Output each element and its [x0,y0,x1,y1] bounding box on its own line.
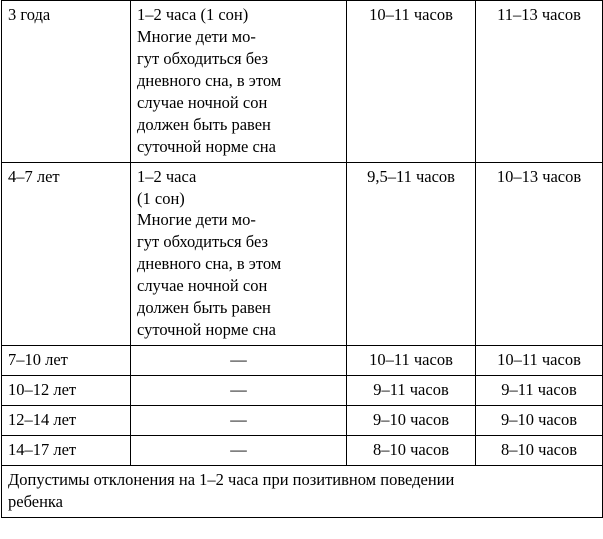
day-sleep-line: 1–2 часа [137,166,197,186]
day-sleep-line: суточной норме сна [137,136,276,156]
cell-night-sleep: 8–10 часов [347,435,476,465]
cell-age: 4–7 лет [2,162,131,346]
cell-total-sleep: 10–11 часов [476,346,603,376]
day-sleep-line: дневного сна, в этом [137,70,282,90]
cell-age: 12–14 лет [2,405,131,435]
cell-total-sleep: 10–13 часов [476,162,603,346]
table-row [2,405,603,435]
cell-total-sleep: 9–10 часов [476,405,603,435]
age-sleep-table [1,0,603,518]
day-sleep-line: Многие дети мо- [137,210,256,230]
cell-night-sleep: 9–11 часов [347,376,476,406]
day-sleep-line: суточной норме сна [137,320,276,340]
cell-day-sleep: — [131,376,347,406]
table-row [2,346,603,376]
cell-day-sleep: — [131,435,347,465]
day-sleep-line: (1 сон) [137,188,185,208]
day-sleep-lines [137,166,340,342]
table-footnote-row [2,465,603,517]
day-sleep-line: Многие дети мо- [137,26,256,46]
day-sleep-line: случае ночной сон [137,276,268,296]
cell-night-sleep: 10–11 часов [347,1,476,163]
cell-age: 3 года [2,1,131,163]
table-body [2,1,603,518]
table-row [2,1,603,163]
day-sleep-line: случае ночной сон [137,92,268,112]
footnote-cell [2,465,603,517]
cell-total-sleep: 11–13 часов [476,1,603,163]
day-sleep-line: должен быть равен [137,114,271,134]
footnote-line: Допустимы отклонения на 1–2 часа при позитивном поведении [8,469,455,489]
table-row [2,376,603,406]
cell-day-sleep [131,1,347,163]
day-sleep-lines [137,4,340,158]
cell-day-sleep [131,162,347,346]
table-row [2,435,603,465]
day-sleep-line: 1–2 часа (1 сон) [137,5,249,24]
cell-age: 14–17 лет [2,435,131,465]
cell-total-sleep: 8–10 часов [476,435,603,465]
cell-night-sleep: 9,5–11 часов [347,162,476,346]
table-row [2,162,603,346]
cell-age: 10–12 лет [2,376,131,406]
cell-day-sleep: — [131,346,347,376]
cell-day-sleep: — [131,405,347,435]
cell-total-sleep: 9–11 часов [476,376,603,406]
day-sleep-line: дневного сна, в этом [137,254,282,274]
day-sleep-line: гут обходиться без [137,232,268,252]
cell-night-sleep: 10–11 часов [347,346,476,376]
day-sleep-line: должен быть равен [137,298,271,318]
day-sleep-line: гут обходиться без [137,48,268,68]
cell-night-sleep: 9–10 часов [347,405,476,435]
cell-age: 7–10 лет [2,346,131,376]
footnote-line: ребенка [8,491,63,511]
